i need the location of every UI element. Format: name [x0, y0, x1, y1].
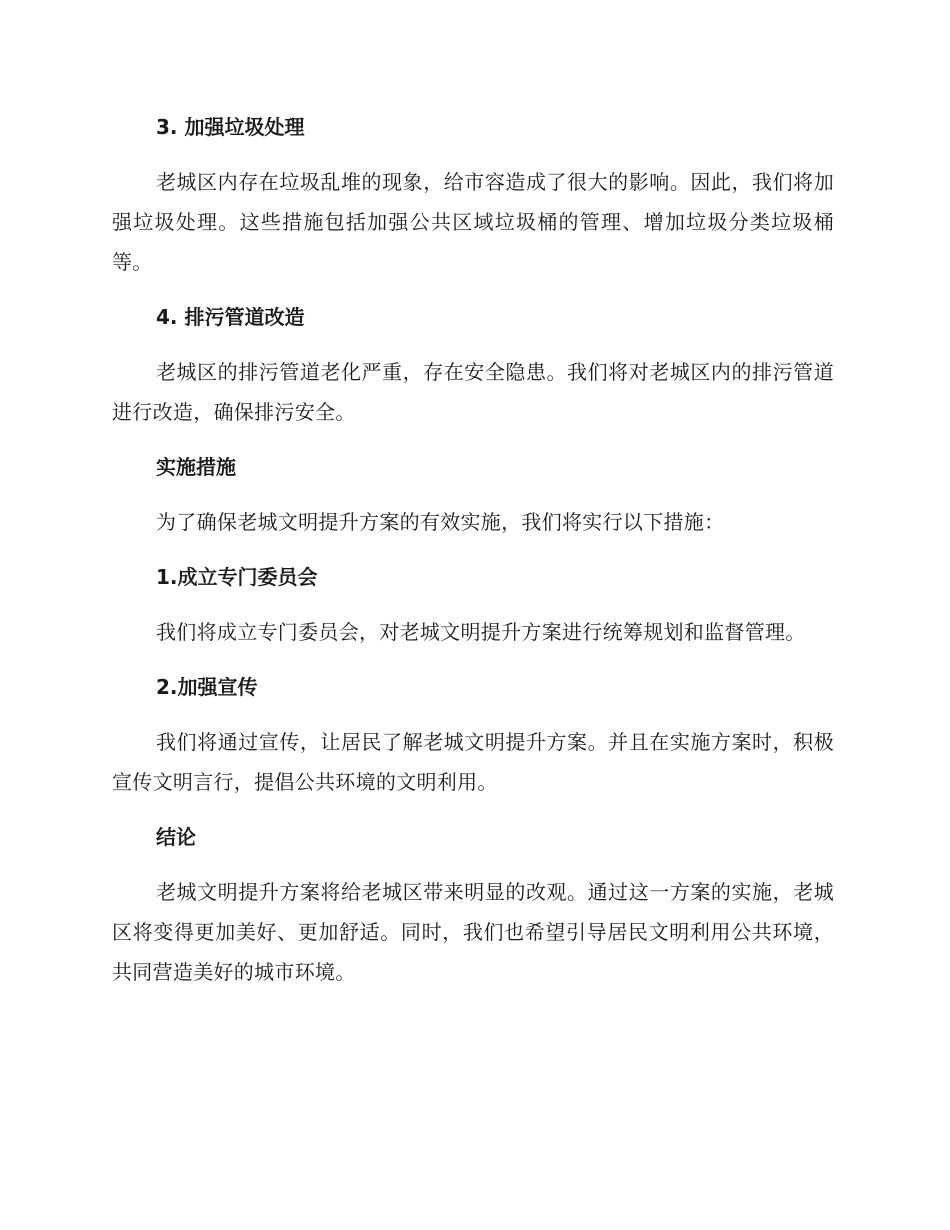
- paragraph-sewer-renovation: 老城区的排污管道老化严重，存在安全隐患。我们将对老城区内的排污管道进行改造，确保排污安全。: [112, 360, 834, 424]
- heading-implementation-measures: 实施措施: [156, 455, 236, 479]
- document-body: [112, 108, 834, 1008]
- heading-conclusion: 结论: [156, 825, 196, 849]
- heading-sewer-renovation: 4. 排污管道改造: [156, 305, 305, 329]
- paragraph-committee: 我们将成立专门委员会，对老城文明提升方案进行统筹规划和监督管理。: [156, 620, 806, 644]
- paragraph-conclusion: 老城文明提升方案将给老城区带来明显的改观。通过这一方案的实施，老城区将变得更加美好、更加舒适。同时，我们也希望引导居民文明利用公共环境，共同营造美好的城市环境。: [112, 880, 834, 984]
- heading-committee: 1.成立专门委员会: [156, 565, 318, 589]
- paragraph-garbage-treatment: 老城区内存在垃圾乱堆的现象，给市容造成了很大的影响。因此，我们将加强垃圾处理。这些措施包括加强公共区域垃圾桶的管理、增加垃圾分类垃圾桶等。: [112, 170, 834, 274]
- paragraph-implementation-measures: 为了确保老城文明提升方案的有效实施，我们将实行以下措施：: [156, 510, 725, 534]
- heading-publicity: 2.加强宣传: [156, 675, 258, 699]
- heading-garbage-treatment: 3. 加强垃圾处理: [156, 115, 305, 139]
- paragraph-publicity: 我们将通过宣传，让居民了解老城文明提升方案。并且在实施方案时，积极宣传文明言行，提倡公共环境的文明利用。: [112, 730, 834, 794]
